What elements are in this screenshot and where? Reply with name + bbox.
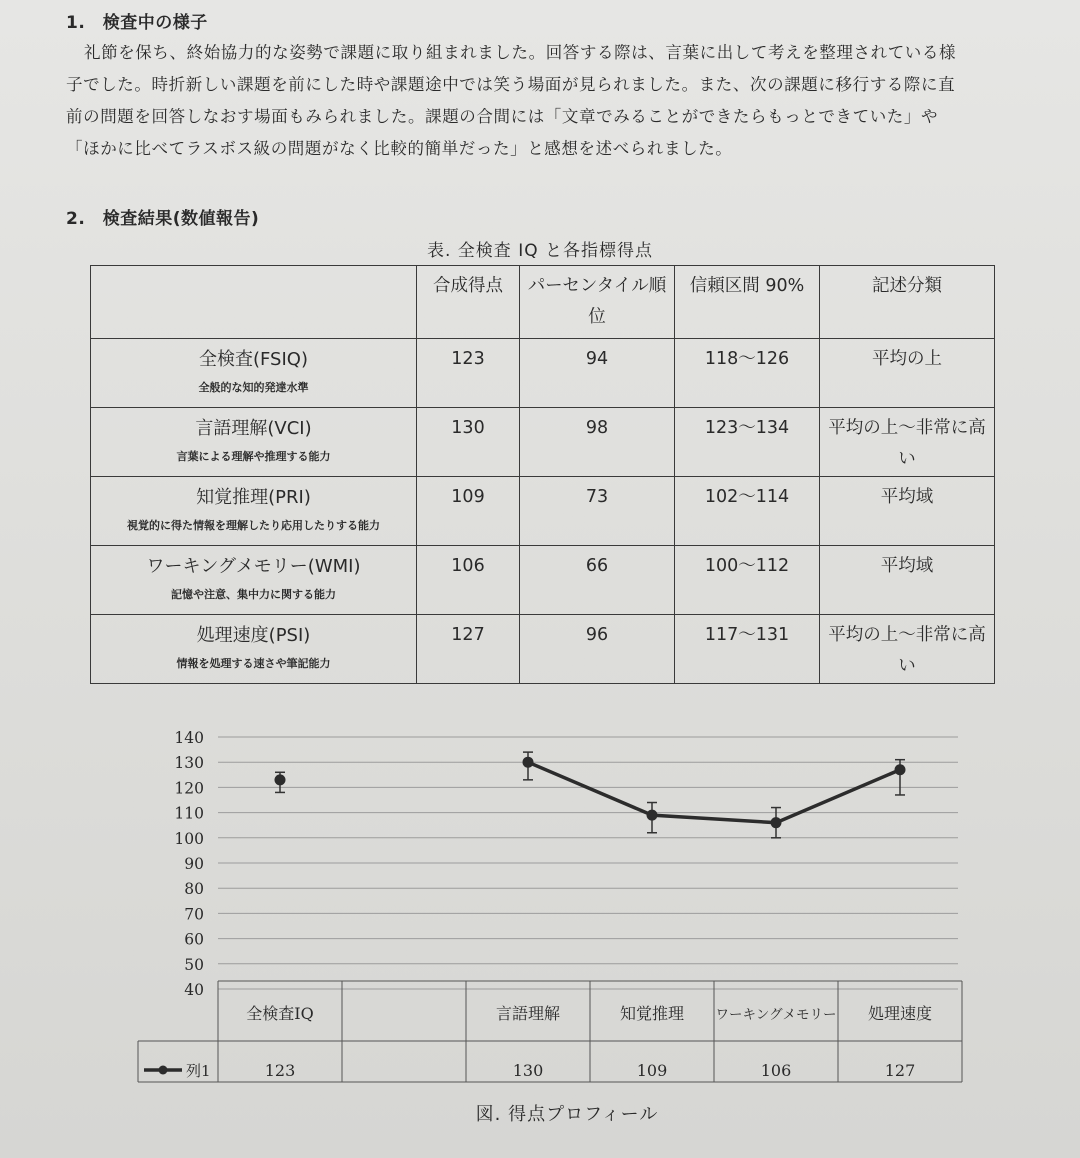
index-name: 全検査(FSIQ) [199, 349, 308, 370]
value-label: 106 [760, 1061, 792, 1080]
value-label: 109 [636, 1061, 668, 1080]
index-cell [91, 546, 417, 615]
data-point [523, 757, 534, 768]
value-label: 127 [884, 1061, 916, 1080]
table-row [91, 615, 995, 684]
section1-title: 1. 検査中の様子 [66, 13, 208, 33]
legend-marker [159, 1066, 168, 1075]
header-percentile: パーセンタイル順位 [520, 266, 675, 339]
percentile-cell: 96 [520, 615, 675, 684]
index-description: 記憶や注意、集中力に関する能力 [171, 588, 336, 601]
score-cell: 109 [417, 477, 520, 546]
classification-cell: 平均の上～非常に高い [820, 615, 995, 684]
category-label: 知覚推理 [619, 1004, 685, 1023]
table-header-row [91, 266, 995, 339]
score-cell: 130 [417, 408, 520, 477]
observation-line: 「ほかに比べてラスボス級の問題がなく比較的簡単だった」と感想を述べられました。 [66, 139, 733, 158]
data-point [275, 774, 286, 785]
data-point [771, 817, 782, 828]
y-tick-label: 90 [184, 855, 204, 873]
index-description: 情報を処理する速さや筆記能力 [176, 657, 331, 670]
observation-line: 礼節を保ち、終始協力的な姿勢で課題に取り組まれました。回答する際は、言葉に出して考えを整理されている様 [84, 43, 957, 62]
figure-caption: 図. 得点プロフィール [475, 1104, 659, 1125]
y-tick-label: 50 [184, 955, 204, 974]
y-tick-label: 40 [184, 981, 204, 999]
observation-line: 子でした。時折新しい課題を前にした時や課題途中では笑う場面が見られました。また、次の課題に移行する際に直 [66, 75, 956, 94]
observation-line: 前の問題を回答しなおす場面もみられました。課題の合間には「文章でみることができたらもっとできていた」や [66, 107, 939, 126]
ci-cell: 100～112 [675, 546, 820, 615]
percentile-cell: 73 [520, 477, 675, 546]
value-label: 130 [512, 1061, 544, 1080]
ci-cell: 118～126 [675, 339, 820, 408]
y-tick-label: 120 [174, 779, 204, 798]
table-row [91, 408, 995, 477]
table-caption: 表. 全検査 IQ と各指標得点 [426, 241, 653, 261]
results-table [90, 265, 995, 684]
percentile-cell: 66 [520, 546, 675, 615]
index-name: ワーキングメモリー(WMI) [146, 556, 361, 577]
y-tick-label: 110 [174, 804, 204, 823]
table-row [91, 477, 995, 546]
category-label: ワーキングメモリー [715, 1007, 837, 1023]
index-description: 言葉による理解や推理する能力 [176, 450, 331, 463]
header-classification: 記述分類 [820, 266, 995, 339]
index-cell [91, 477, 417, 546]
classification-cell: 平均域 [820, 477, 995, 546]
index-cell [91, 339, 417, 408]
header-cell-blank [91, 266, 417, 339]
index-cell [91, 408, 417, 477]
data-point [647, 810, 658, 821]
data-point [895, 764, 906, 775]
header-confidence-interval: 信頼区間 90% [675, 266, 820, 339]
index-name: 処理速度(PSI) [196, 625, 311, 646]
y-tick-label: 130 [174, 754, 204, 773]
category-label: 言語理解 [495, 1004, 561, 1023]
y-tick-label: 80 [184, 880, 204, 899]
y-tick-label: 100 [174, 829, 204, 848]
score-cell: 106 [417, 546, 520, 615]
category-label: 全検査IQ [246, 1004, 314, 1023]
percentile-cell: 94 [520, 339, 675, 408]
index-name: 言語理解(VCI) [195, 418, 312, 439]
index-description: 全般的な知的発達水準 [198, 381, 309, 394]
ci-cell: 123～134 [675, 408, 820, 477]
category-label: 処理速度 [867, 1004, 933, 1023]
score-profile-chart [0, 715, 1080, 1100]
score-cell: 127 [417, 615, 520, 684]
index-cell [91, 615, 417, 684]
section2-title: 2. 検査結果(数値報告) [66, 209, 260, 229]
index-description: 視覚的に得た情報を理解したり応用したりする能力 [127, 519, 380, 532]
y-tick-label: 70 [184, 905, 204, 924]
score-profile-figure [0, 715, 1080, 1104]
header-composite-score: 合成得点 [417, 266, 520, 339]
value-label: 123 [264, 1061, 296, 1080]
legend-label: 列1 [186, 1062, 211, 1080]
series-line [528, 762, 900, 822]
table-row [91, 339, 995, 408]
index-name: 知覚推理(PRI) [196, 487, 311, 508]
classification-cell: 平均の上 [820, 339, 995, 408]
classification-cell: 平均の上～非常に高い [820, 408, 995, 477]
ci-cell: 102～114 [675, 477, 820, 546]
y-tick-label: 60 [184, 930, 204, 949]
table-row [91, 546, 995, 615]
observation-paragraph [66, 37, 1026, 165]
classification-cell: 平均域 [820, 546, 995, 615]
ci-cell: 117～131 [675, 615, 820, 684]
y-tick-label: 140 [174, 729, 204, 747]
score-cell: 123 [417, 339, 520, 408]
percentile-cell: 98 [520, 408, 675, 477]
